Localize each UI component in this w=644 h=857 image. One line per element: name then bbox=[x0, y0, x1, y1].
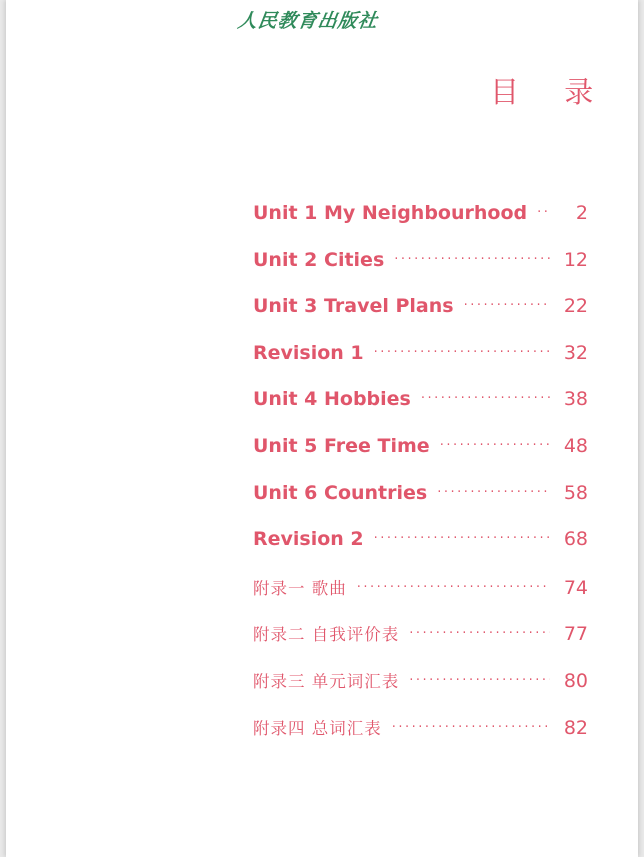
toc-entry-page: 74 bbox=[563, 576, 588, 599]
dot-leader bbox=[357, 580, 550, 595]
dot-leader bbox=[440, 438, 550, 453]
toc-entry-page: 77 bbox=[563, 623, 588, 646]
toc-entry-appendix-1[interactable] bbox=[253, 575, 588, 622]
dot-leader bbox=[421, 391, 550, 406]
toc-entry-revision-1[interactable] bbox=[253, 342, 588, 389]
table-of-contents bbox=[253, 202, 588, 761]
toc-entry-appendix-2[interactable] bbox=[253, 621, 588, 668]
toc-entry-label: 附录三 单元词汇表 bbox=[253, 671, 400, 691]
toc-entry-label: Unit 2 Cities bbox=[253, 248, 385, 271]
dot-leader bbox=[374, 531, 550, 546]
toc-entry-unit-3[interactable] bbox=[253, 295, 588, 342]
toc-entry-appendix-4[interactable] bbox=[253, 715, 588, 762]
toc-entry-label: Unit 3 Travel Plans bbox=[253, 295, 454, 318]
dot-leader bbox=[394, 252, 550, 267]
toc-entry-appendix-3[interactable] bbox=[253, 668, 588, 715]
dot-leader bbox=[374, 345, 550, 360]
toc-entry-label: Unit 1 My Neighbourhood bbox=[253, 202, 528, 224]
toc-entry-label: Unit 5 Free Time bbox=[253, 434, 430, 457]
dot-leader bbox=[437, 485, 550, 500]
book-page bbox=[6, 0, 638, 857]
toc-entry-page: 68 bbox=[563, 528, 588, 551]
toc-entry-label: Unit 4 Hobbies bbox=[253, 388, 411, 411]
toc-entry-unit-6[interactable] bbox=[253, 482, 588, 529]
toc-entry-page: 2 bbox=[575, 202, 588, 224]
dot-leader bbox=[537, 205, 550, 220]
toc-entry-label: 附录二 自我评价表 bbox=[253, 625, 400, 645]
toc-entry-unit-5[interactable] bbox=[253, 435, 588, 482]
toc-entry-revision-2[interactable] bbox=[253, 528, 588, 575]
toc-entry-label: Unit 6 Countries bbox=[253, 481, 428, 504]
toc-entry-page: 80 bbox=[563, 669, 588, 692]
toc-entry-page: 82 bbox=[563, 716, 588, 739]
toc-entry-label: 附录四 总词汇表 bbox=[253, 718, 382, 738]
toc-entry-page: 58 bbox=[563, 481, 588, 504]
toc-entry-label: 附录一 歌曲 bbox=[253, 578, 347, 598]
toc-entry-unit-2[interactable] bbox=[253, 249, 588, 296]
dot-leader bbox=[409, 626, 550, 641]
dot-leader bbox=[392, 720, 550, 735]
publisher-logo: 人民教育出版社 bbox=[236, 10, 380, 32]
toc-entry-label: Revision 2 bbox=[253, 528, 364, 551]
toc-entry-unit-1[interactable] bbox=[253, 202, 588, 249]
dot-leader bbox=[464, 298, 550, 313]
dot-leader bbox=[409, 673, 550, 688]
toc-entry-page: 38 bbox=[563, 388, 588, 411]
toc-entry-page: 48 bbox=[563, 434, 588, 457]
toc-entry-page: 22 bbox=[563, 295, 588, 318]
toc-entry-page: 12 bbox=[563, 248, 588, 271]
toc-entry-label: Revision 1 bbox=[253, 341, 364, 364]
toc-entry-page: 32 bbox=[563, 341, 588, 364]
toc-title: 目 录 bbox=[490, 75, 612, 109]
toc-entry-unit-4[interactable] bbox=[253, 388, 588, 435]
